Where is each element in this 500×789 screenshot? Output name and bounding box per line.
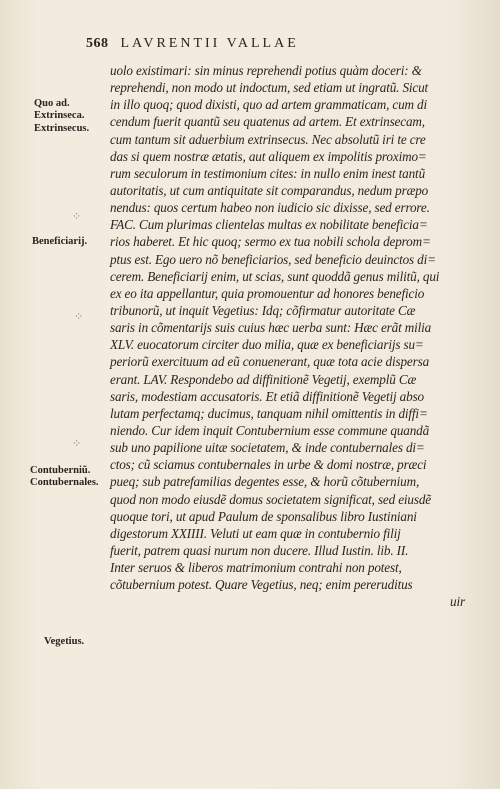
text-line: pueq; sub patrefamilias degentes esse, & horũ cõtubernium,	[110, 474, 420, 490]
text-line: cõtubernium potest. Quare Vegetius, neq; enim pereruditus	[110, 577, 413, 593]
text-line: cerem. Beneficiarij enim, ut scias, sunt quoddã genus militũ, qui	[110, 268, 440, 284]
margin-note-contuberniu: Contuberniũ.	[30, 465, 91, 476]
margin-note-vegetius: Vegetius.	[44, 636, 85, 647]
text-line: cum tantum sit aduerbium extrinsecus. Nec absolutũ iri te cre	[110, 131, 426, 147]
text-line: ex eo ita appellantur, quia promouentur ad honores beneficio	[110, 285, 425, 301]
text-line: rios haberet. Et hic quoq; sermo ex tua nobili schola deprom=	[110, 234, 431, 250]
margin-ornament: ⁘	[72, 438, 82, 450]
margin-note-beneficiarij: Beneficiarij.	[32, 236, 88, 247]
page-number: 568	[86, 36, 109, 51]
text-line: das si quem nostræ ætatis, aut aliquem ex impolitis proximo=	[110, 148, 427, 164]
margin-note-extrinseca: Extrinseca.	[34, 110, 85, 121]
margin-note-extrinsecus: Extrinsecus.	[34, 123, 90, 134]
margin-notes	[0, 0, 110, 789]
text-line: lutam perfectamq; ducimus, tanquam nihil omittentis in diffi=	[110, 405, 428, 421]
running-title: LAVRENTII VALLAE	[120, 36, 299, 51]
text-line: tribunorũ, ut inquit Vegetius: Idq; cõfirmatur autoritate Cæ	[110, 302, 416, 318]
text-line: ptus est. Ego uero nõ beneficiarios, sed beneficio deuinctos di=	[110, 251, 436, 267]
margin-ornament: ⁘	[72, 211, 82, 223]
catchword: uir	[450, 594, 465, 610]
text-line: sub uno papilione uitæ societatem, & inde contubernales di=	[110, 440, 425, 456]
text-line: Inter seruos & liberos matrimonium contrahi non potest,	[110, 560, 402, 576]
margin-note-quo-ad: Quo ad.	[34, 98, 70, 109]
text-line: fuerit, patrem quasi nurum non ducere. Illud Iustin. lib. II.	[110, 542, 409, 558]
text-line: in illo quoq; quod dixisti, quo ad artem grammaticam, cum di	[110, 97, 428, 113]
text-line: quoque tori, ut apud Paulum de sponsalibus libro Iustiniani	[110, 508, 417, 524]
margin-ornament: ⁘	[74, 311, 84, 323]
text-line: saris in cõmentarijs suis cuius hæc uerba sunt: Hæc erãt milia	[110, 320, 432, 336]
text-line: autoritatis, ut cum antiquitate sit comparandus, nedum præpo	[110, 182, 429, 198]
text-line: periorũ exercituum ad eũ conuenerant, quæ tota acie dispersa	[110, 354, 430, 370]
text-line: reprehendi, non modo ut indoctum, sed etiam ut ingratũ. Sicut	[110, 80, 429, 96]
text-line: rum seculorum in testimonium cites: in nullo enim inest tantũ	[110, 165, 426, 181]
text-line: ctos; cũ sciamus contubernales in urbe & domi nostræ, præci	[110, 457, 427, 473]
text-line: niendo. Cur idem inquit Contubernium esse commune quandã	[110, 422, 430, 438]
text-line: cendum fuerit quantũ seu quatenus ad artem. Et extrinsecam,	[110, 114, 425, 130]
text-line: FAC. Cum plurimas clientelas multas ex nobilitate beneficia=	[110, 217, 428, 233]
text-line: nendus: quos certum habeo non iudicio sic dixisse, sed errore.	[110, 200, 430, 216]
text-line: quod non modo eiusdẽ domus societatem significat, sed eiusdẽ	[110, 491, 432, 507]
body-text	[110, 62, 465, 611]
text-line: uolo existimari: sin minus reprehendi potius quàm doceri: &	[110, 63, 422, 78]
text-line: XLV. euocatorum circiter duo milia, quæ ex beneficiarijs su=	[110, 337, 424, 353]
margin-note-contubernales: Contubernales.	[30, 477, 99, 488]
text-line: digestorum XXIIII. Veluti ut eam quæ in contubernio filij	[110, 525, 401, 541]
text-line: erant. LAV. Respondebo ad diffinitionẽ Vegetij, exemplũ Cæ	[110, 371, 417, 387]
text-line: saris, modestiam accusatoris. Et etiã diffinitionẽ Vegetij abso	[110, 388, 424, 404]
page-header	[86, 36, 406, 54]
